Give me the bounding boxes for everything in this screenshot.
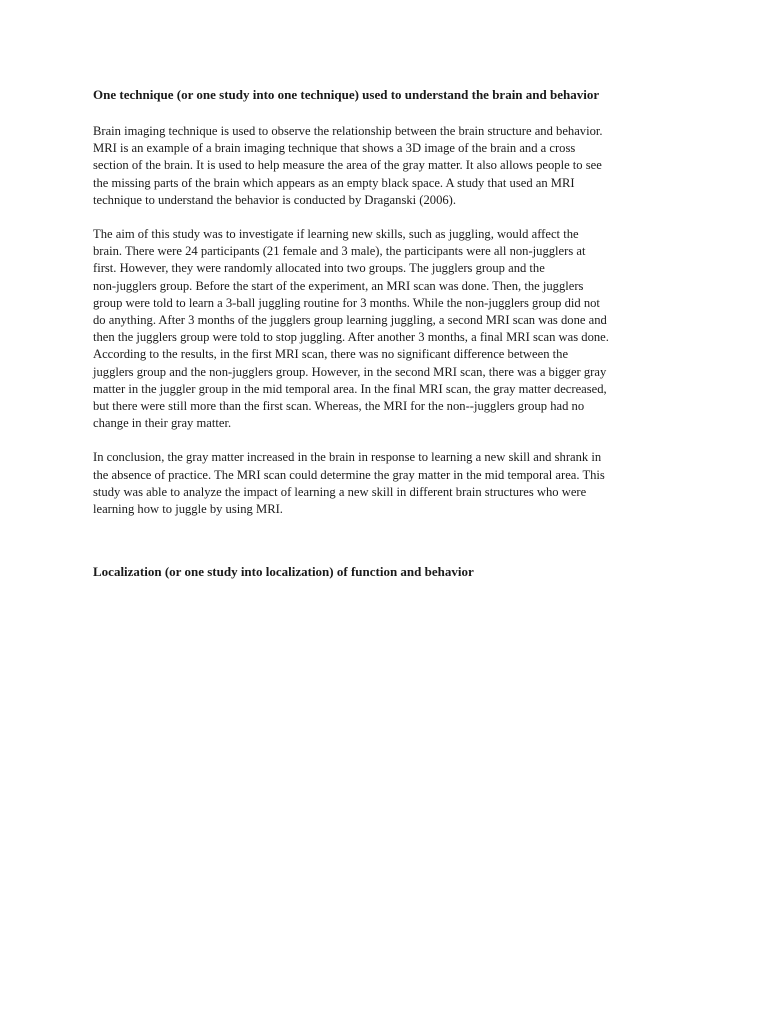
text-line: In conclusion, the gray matter increased in the brain in response to learning a new skill and shrank in [93,450,602,465]
text-line: change in their gray matter. [93,416,232,431]
text-line: do anything. After 3 months of the jugglers group learning juggling, a second MRI scan was done and [93,313,607,328]
text-line: MRI is an example of a brain imaging technique that shows a 3D image of the brain and a cross [93,141,576,156]
text-line: technique to understand the behavior is conducted by Draganski (2006). [93,192,457,207]
text-line: matter in the juggler group in the mid temporal area. In the final MRI scan, the gray matter decreased, [93,381,607,396]
document-body [93,86,678,580]
text-line: the absence of practice. The MRI scan could determine the gray matter in the mid temporal area. This [93,467,605,482]
text-line: According to the results, in the first MRI scan, there was no significant difference between the [93,347,569,362]
text-line: section of the brain. It is used to help measure the area of the gray matter. It also allows people to see [93,158,602,173]
text-line: the missing parts of the brain which appears as an empty black space. A study that used an MRI [93,175,575,190]
text-line: learning how to juggle by using MRI. [93,502,283,517]
text-line: non-jugglers group. Before the start of the experiment, an MRI scan was done. Then, the jugglers [93,278,584,293]
text-line: brain. There were 24 participants (21 female and 3 male), the participants were all non-jugglers at [93,244,586,259]
text-line: but there were still more than the first scan. Whereas, the MRI for the non--jugglers group had no [93,399,585,414]
paragraph-study-aim [93,226,678,432]
text-line: then the jugglers group were told to stop juggling. After another 3 months, a final MRI scan was done. [93,330,609,345]
paragraph-brain-imaging [93,123,678,209]
text-line: The aim of this study was to investigate if learning new skills, such as juggling, would affect the [93,227,579,242]
section-heading-localization: Localization (or one study into localization) of function and behavior [93,564,474,580]
section-heading-technique: One technique (or one study into one technique) used to understand the brain and behavior [93,87,600,102]
text-line: first. However, they were randomly allocated into two groups. The jugglers group and the [93,261,545,276]
paragraph-conclusion [93,449,678,518]
text-line: study was able to analyze the impact of learning a new skill in different brain structures who were [93,484,587,499]
text-line: Brain imaging technique is used to observe the relationship between the brain structure and behavior. [93,124,603,138]
text-line: group were told to learn a 3-ball juggling routine for 3 months. While the non-jugglers group did not [93,295,600,310]
text-line: jugglers group and the non-jugglers group. However, in the second MRI scan, there was a bigger gray [93,364,607,379]
